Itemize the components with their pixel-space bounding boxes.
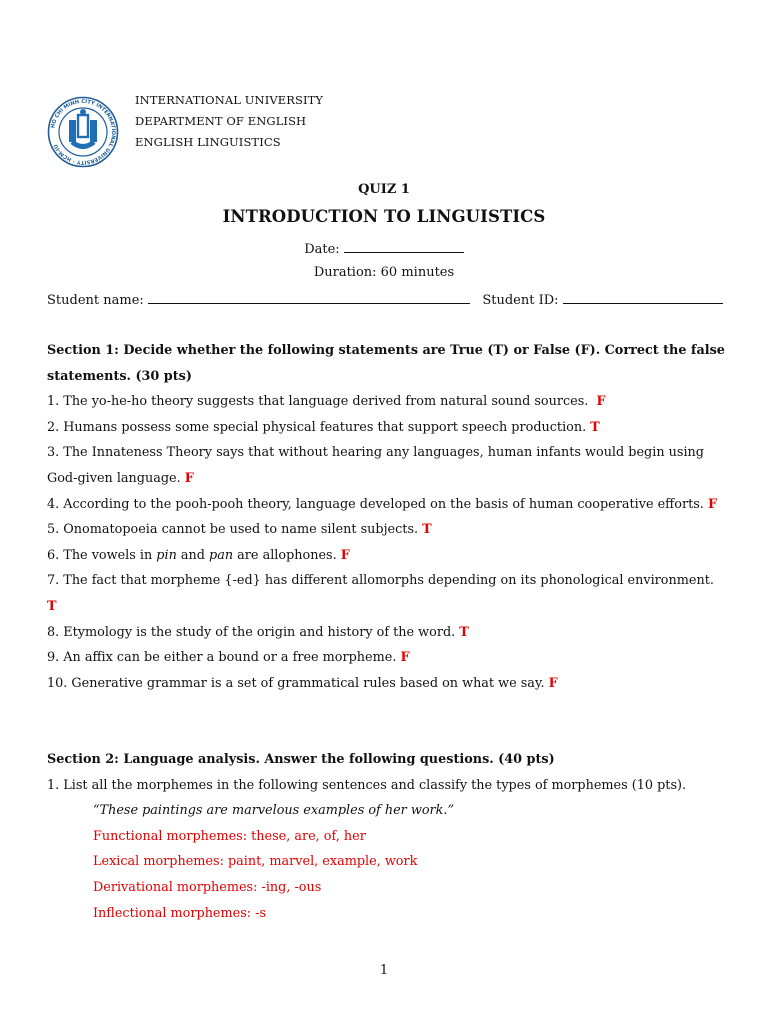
statement-text: and — [176, 547, 210, 563]
statement-text: 3. The Innateness Theory says that without hearing any languages, human infants would begin using God-given language. — [47, 445, 704, 486]
answer-mark: F — [548, 675, 558, 691]
answer-mark: F — [340, 547, 350, 563]
statement-4 — [47, 492, 727, 518]
section-1 — [47, 338, 727, 696]
section-1-heading: Section 1: Decide whether the following statements are True (T) or False (F). Correct the false statements. (30 pts) — [47, 343, 725, 384]
student-name-blank — [148, 291, 470, 304]
answer-mark: F — [400, 650, 410, 666]
program-name: ENGLISH LINGUISTICS — [135, 135, 281, 149]
statement-text: 2. Humans possess some special physical features that support speech production. — [47, 419, 587, 435]
statement-text: 7. The fact that morpheme {-ed} has different allomorphs depending on its phonological environment. — [47, 573, 714, 589]
statement-2 — [47, 415, 727, 441]
logo-ring-text: HO CHI MINH CITY INTERNATIONAL UNIVERSITY · HCM-IU — [50, 98, 117, 166]
date-line — [0, 240, 768, 257]
italic-word: pin — [156, 547, 177, 563]
question-1: 1. List all the morphemes in the following sentences and classify the types of morphemes (10 pts). — [47, 777, 687, 793]
university-name: INTERNATIONAL UNIVERSITY — [135, 93, 324, 107]
example-sentence: “These paintings are marvelous examples of her work.” — [93, 803, 454, 819]
answer-mark: T — [459, 624, 469, 640]
statement-6 — [47, 543, 727, 569]
answer-mark: T — [590, 419, 600, 435]
statement-9 — [47, 645, 727, 671]
statement-text: 6. The vowels in — [47, 547, 157, 563]
statement-text: are allophones. — [233, 547, 337, 563]
answer-functional: Functional morphemes: these, are, of, her — [93, 828, 366, 844]
answer-mark: T — [47, 598, 57, 614]
answer-lexical: Lexical morphemes: paint, marvel, example, work — [93, 854, 418, 870]
section-2-heading: Section 2: Language analysis. Answer the following questions. (40 pts) — [47, 752, 555, 767]
statement-7 — [47, 568, 727, 619]
student-name-label: Student name: — [47, 293, 144, 308]
department-name: DEPARTMENT OF ENGLISH — [135, 114, 307, 128]
institution-block — [135, 90, 323, 153]
answer-mark: F — [184, 470, 194, 486]
page-number: 1 — [379, 963, 389, 978]
quiz-number: QUIZ 1 — [358, 182, 410, 197]
student-id-label: Student ID: — [482, 293, 559, 308]
answer-mark: F — [596, 394, 606, 410]
duration: Duration: 60 minutes — [313, 265, 455, 280]
statement-8 — [47, 620, 727, 646]
university-logo — [47, 96, 119, 168]
course-title: INTRODUCTION TO LINGUISTICS — [222, 207, 546, 226]
section-2 — [47, 747, 727, 926]
statement-text: 4. According to the pooh-pooh theory, language developed on the basis of human cooperative efforts. — [47, 496, 704, 512]
statement-10 — [47, 671, 727, 697]
statement-text: 10. Generative grammar is a set of grammatical rules based on what we say. — [47, 675, 545, 691]
date-label: Date: — [304, 242, 340, 257]
answer-inflectional: Inflectional morphemes: -s — [93, 905, 267, 921]
answer-mark: T — [422, 522, 432, 538]
statement-text: 5. Onomatopoeia cannot be used to name silent subjects. — [47, 522, 419, 538]
student-id-blank — [563, 291, 723, 304]
answer-mark: F — [707, 496, 718, 512]
student-info-line — [47, 291, 723, 308]
statement-1 — [47, 389, 727, 415]
italic-word: pan — [209, 547, 234, 563]
statement-text: 9. An affix can be either a bound or a free morpheme. — [47, 650, 397, 666]
answer-derivational: Derivational morphemes: -ing, -ous — [93, 879, 322, 895]
statement-3 — [47, 440, 727, 491]
date-blank — [344, 240, 464, 253]
statement-5 — [47, 517, 727, 543]
statement-text: 1. The yo-he-ho theory suggests that language derived from natural sound sources. — [47, 394, 589, 410]
statement-text: 8. Etymology is the study of the origin and history of the word. — [47, 624, 456, 640]
